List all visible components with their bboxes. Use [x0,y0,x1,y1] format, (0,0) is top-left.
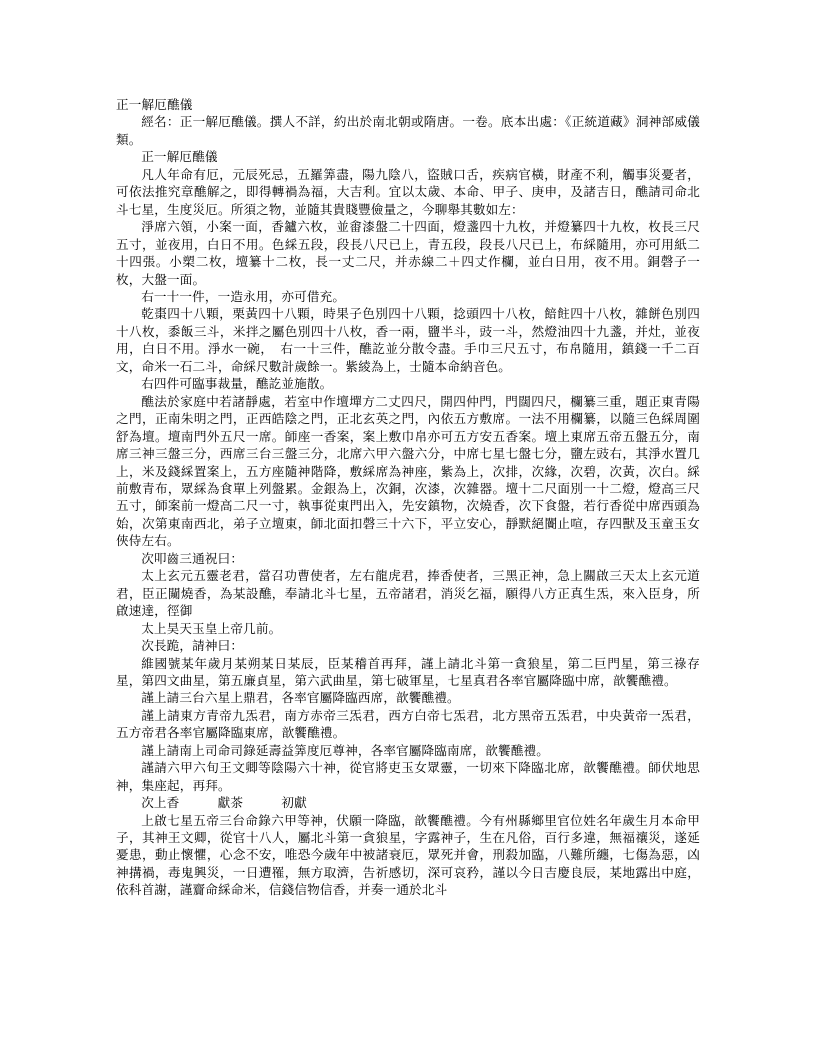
paragraph-final-petition: 上啟七星五帝三台命錄六甲等神，伏願一降臨，歆饗醮禮。今有州縣鄉里官位姓名年歲生月本命甲子，其神王文卿，從官十八人，屬北斗第一貪狼星，字露神子，生在凡俗，百行多違，無福禳災，遂延憂患，動止懷懼，心念不安，唯恐今歲年中被諸衰厄，眾死并會，刑殺加臨，八難所纏，七傷為惡，凶神搆禍，毒鬼興災，一日遭罹，無方取濟，告祈感切，深可哀矜，謹以今日吉慶良辰，某地露出中庭，依科首謝，謹齎命綵命米，信錢信物信香，并奏一通於北斗 [116,812,700,898]
paragraph-implements-list: 淨席六領，小案一面，香鑪六枚，並畬漆盤二十四面，燈盞四十九枚，并燈纂四十九枚，枚長三尺五寸，並夜用，白日不用。色綵五段，段長八尺已上，青五段，段長八尺已上，布綵隨用，亦可用紙二十四張。小槊二枚，壇纂十二枚，長一丈二尺，并赤線二＋四丈作欄，並白日用，夜不用。銅磬子一枚，大盤一面。 [116,219,700,287]
paragraph-eleven-items: 右一十一件，一造永用，亦可借充。 [141,288,346,304]
paragraph-five-emperors-request: 謹上請東方青帝九炁君，南方赤帝三炁君，西方白帝七炁君，北方黑帝五炁君，中央黃帝一炁君，五方帝君各率官屬降臨東席，歆饗醮禮。 [116,707,700,741]
section-heading: 正一解厄醮儀 [141,149,218,165]
paragraph-offerings-list: 乾棗四十八顆，栗黃四十八顆，時果子色別四十八顆，捻頭四十八枚，餢飳四十八枚，雜餅色別四十八枚，黍飯三斗，米拌之屬色別四十八枚，香一兩，鹽半斗，豉一斗，然燈油四十九盞，并灶，並夜用，白日不用。淨水一碗， 右一十三件，醮訖並分散令盡。手巾三尺五寸，布帛隨用，鎮錢一千二百文，命米一石二斗，命綵尺數計歲餘一。紫綾為上，士隨本命納音色。 [116,306,700,374]
paragraph-invocation-text: 太上玄元五靈老君，當召功曹使者，左右龍虎君，捧香使者，三黑正神，急上關啟三天太上玄元道君，臣正闚燒香，為某設醮，奉請北斗七星，五帝諸君，消災乞福，願得八方正真生炁，來入臣身，所啟速達，徑御 [116,568,700,619]
paragraph-sixty-spirits-request: 謹請六甲六旬王文卿等陰陽六十神，從官將吏玉女眾靈，一切來下降臨北席，歆饗醮禮。師伏地思神，集座起，再拜。 [116,760,700,793]
bibliographic-note: 經名：正一解厄醮儀。撰人不詳，約出於南北朝或隋唐。一卷。底本出處：《正統道藏》洞神部威儀類。 [116,114,700,147]
paragraph-kneel-lead: 次長跪，請神曰： [141,638,244,654]
document-body [116,96,700,899]
paragraph-ritual-sequence: 次上香 獻茶 初獻 [141,795,307,811]
document-title: 正一解厄醮儀 [116,97,193,112]
paragraph-three-terraces-request: 謹上請三台六星上鼎君，各率官屬降臨西席，歆饗醮禮。 [141,690,460,706]
paragraph-introduction: 凡人年命有厄，元辰死忌，五羅筭盡，陽九陰八，盜賊口舌，疾病官橫，財產不利，觸事災憂者，可依法推究章醮解之，即得轉禍為福，大吉利。宜以太歲、本命、甲子、庚申，及諸吉日，醮請司命北斗七星，生度災厄。所須之物，並隨其貴賤豐儉量之，今聊舉其數如左： [116,166,700,217]
paragraph-seven-stars-request: 維國號某年歲月某朔某日某辰，臣某稽首再拜，謹上請北斗第一貪狼星，第二巨門星，第三祿存星，第四文曲星，第五廉貞星，第六武曲星，第七破軍星，七星真君各率官屬降臨中席，歆饗醮禮。 [116,655,700,688]
paragraph-altar-method: 醮法於家庭中若諸靜處，若室中作壇墠方二丈四尺，開四仲門，門闊四尺，欄纂三重，題正東青陽之門，正南朱明之門，正西皓陰之門，正北玄英之門，內依五方敷席。一法不用欄纂，以隨三色綵周圍舒為壇。壇南門外五尺一席。師座一香案，案上敷巾帛亦可五方安五香案。壇上東席五帝五盤五分，南席三神三盤三分，西席三台三盤三分，北席六甲六盤六分，中席七星七盤七分，鹽左豉右，其淨水置几上，米及錢綵置案上，五方座隨神階降，敷綵席為神座，紫為上，次排，次緣，次碧，次黃，次白。綵前敷青布，眾綵為食單上列盤累。金銀為上，次銅，次漆，次雜器。壇十二尺面別一十二燈，燈高三尺五寸，師案前一燈高二尺一寸，執事從東門出入，先安鎮物，次燒香，次下食盤，若行香從中席西頭為始，次第東南西北，弟子立壇東，師北面扣磬三十六下，平立安心，靜默絕闠止喧，存四獸及玉童玉女俠侍左右。 [116,393,700,549]
paragraph-siming-request: 謹上請南上司命司錄延壽益筭度厄尊神，各率官屬降臨南席，歆饗醮禮。 [141,742,549,758]
paragraph-four-items: 右四件可臨事裁量，醮訖並施散。 [141,376,333,392]
paragraph-teeth-invocation-lead: 次叩齒三通祝曰： [141,550,244,566]
paragraph-jade-emperor: 太上昊天玉皇上帝几前。 [141,620,282,636]
